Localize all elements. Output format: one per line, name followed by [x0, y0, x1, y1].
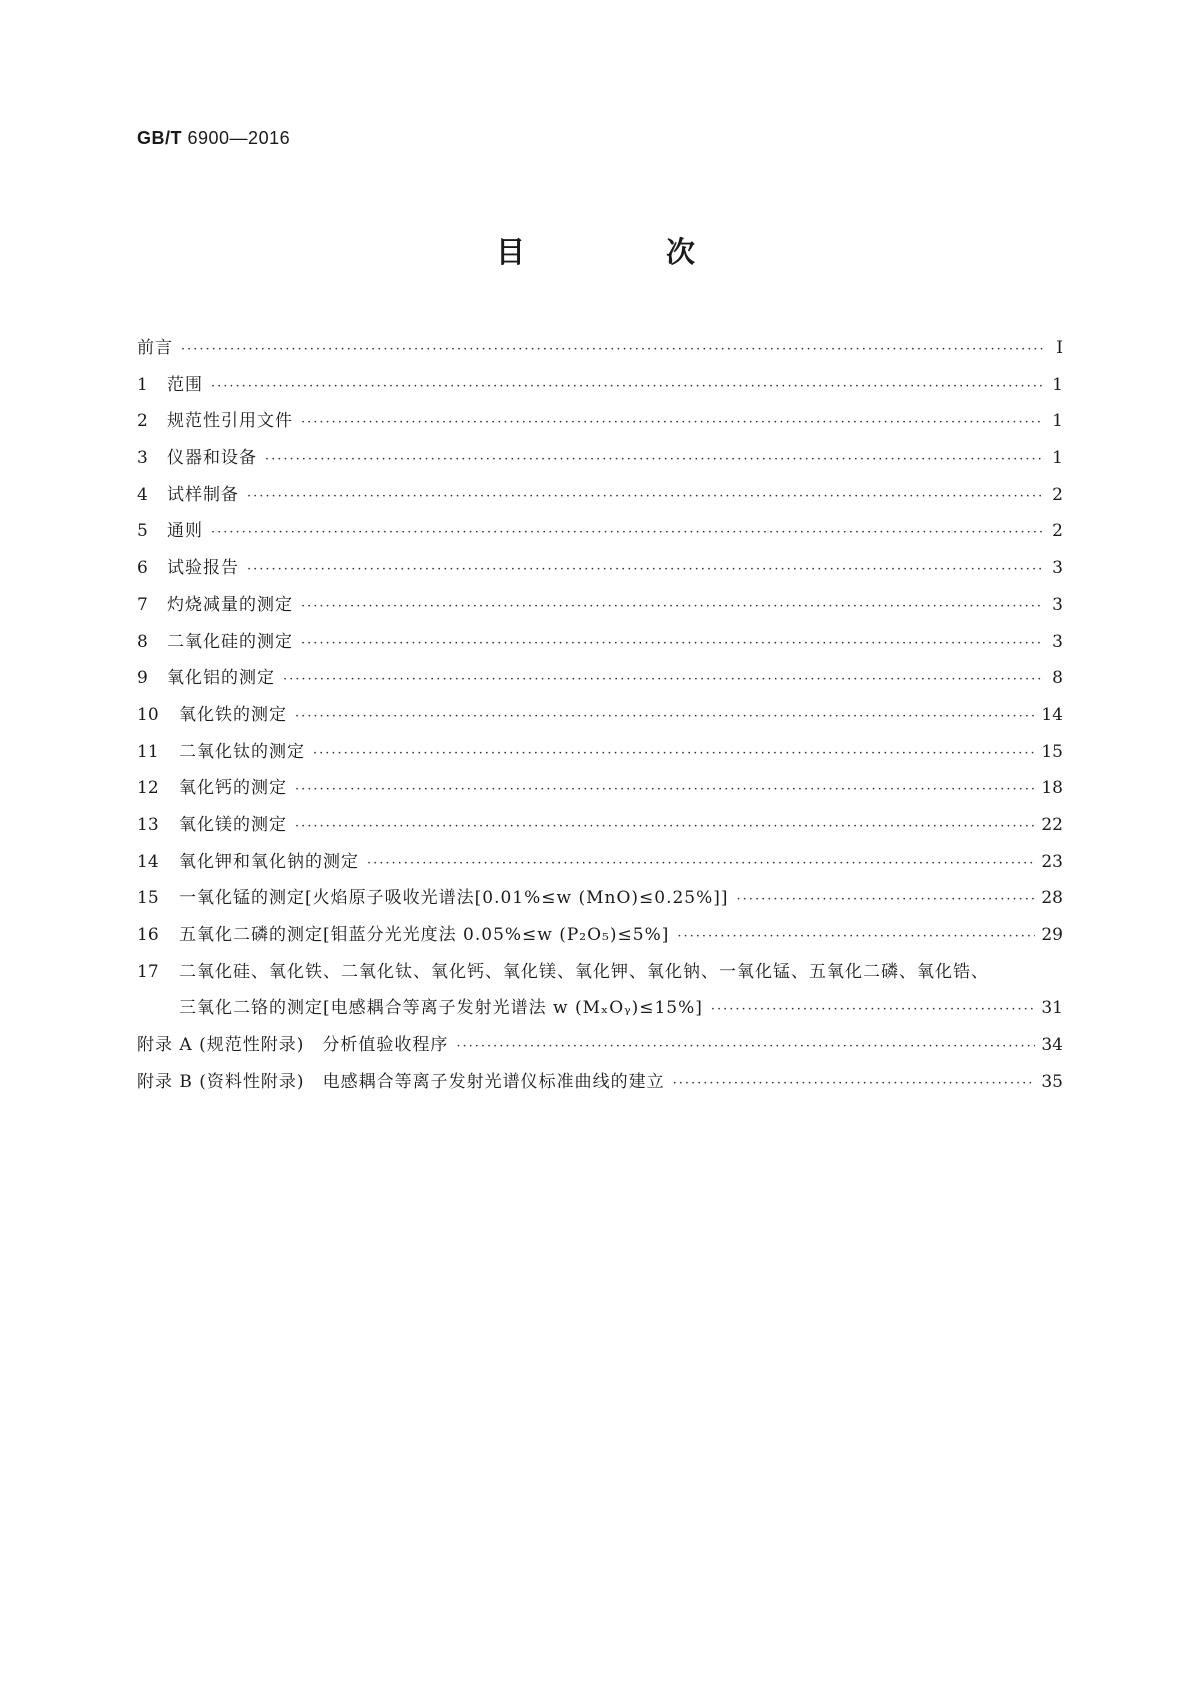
toc-entry[interactable] — [137, 477, 1063, 514]
toc-entry-title: 二氧化钛的测定 — [179, 741, 305, 762]
toc-entry[interactable] — [137, 1064, 1063, 1101]
toc-page-number: 3 — [1052, 594, 1063, 615]
toc-section-number: 5 — [137, 521, 148, 542]
toc-section-number: 12 — [137, 778, 159, 799]
toc-section-number: 16 — [137, 925, 159, 945]
toc-entry-title: 五氧化二磷的测定[钼蓝分光光度法 0.05%≤w (P₂O₅)≤5%] — [179, 925, 670, 945]
toc-section-number: 11 — [137, 741, 159, 762]
toc-dot-leader — [456, 1029, 1035, 1066]
toc-page-number: 1 — [1052, 411, 1063, 432]
toc-entry-title: 试样制备 — [167, 484, 239, 505]
toc-entry[interactable] — [137, 1027, 1063, 1064]
toc-entry-title: 规范性引用文件 — [167, 411, 293, 432]
toc-section-number: 4 — [137, 484, 148, 505]
toc-page-number: 2 — [1052, 521, 1063, 542]
toc-entry[interactable] — [137, 990, 1063, 1027]
toc-section-number: 13 — [137, 814, 159, 835]
toc-title: 目 次 — [495, 235, 751, 269]
toc-section-number: 2 — [137, 411, 148, 432]
toc-dot-leader — [367, 846, 1035, 883]
toc-section-number: 7 — [137, 594, 148, 615]
toc-dot-leader — [211, 515, 1043, 552]
toc-entry-title: 试验报告 — [167, 558, 239, 579]
toc-dot-leader — [211, 369, 1043, 406]
toc-entry[interactable] — [137, 440, 1063, 477]
toc-dot-leader — [295, 699, 1035, 736]
toc-entry[interactable] — [137, 403, 1063, 440]
toc-section-number: 6 — [137, 558, 148, 579]
toc-entry-title: 二氧化硅、氧化铁、二氧化钛、氧化钙、氧化镁、氧化钾、氧化钠、一氧化锰、五氧化二磷、氧化锆、 — [179, 961, 989, 982]
toc-entry-title: 氧化铝的测定 — [167, 668, 275, 689]
toc-section-number: 8 — [137, 631, 148, 652]
toc-dot-leader — [295, 772, 1035, 809]
toc-entry[interactable] — [137, 734, 1063, 771]
toc-entry[interactable] — [137, 917, 1063, 954]
standard-code — [137, 128, 290, 149]
toc-page-number: 1 — [1052, 374, 1063, 395]
toc-dot-leader — [301, 589, 1043, 626]
toc-entry-title: 氧化钾和氧化钠的测定 — [179, 851, 359, 872]
toc-section-number: 1 — [137, 374, 148, 395]
toc-dot-leader — [265, 442, 1043, 479]
toc-page-number: 35 — [1041, 1071, 1063, 1092]
toc-entry-title: 通则 — [167, 521, 203, 542]
toc-entry[interactable] — [137, 880, 1063, 917]
toc-entry[interactable] — [137, 844, 1063, 881]
toc-page-number: 3 — [1052, 631, 1063, 652]
toc-dot-leader — [295, 809, 1035, 846]
toc-entry[interactable] — [137, 807, 1063, 844]
toc-page-number: 14 — [1041, 704, 1063, 725]
toc-entry-title: 氧化铁的测定 — [179, 704, 287, 725]
toc-entry[interactable] — [137, 330, 1063, 367]
standard-code-number: 6900—2016 — [187, 128, 291, 148]
toc-page-number: 3 — [1052, 558, 1063, 579]
toc-page-number: 29 — [1041, 925, 1063, 945]
toc-section-number: 14 — [137, 851, 159, 872]
toc-entry-title: 前言 — [137, 338, 173, 358]
toc-section-number: 17 — [137, 961, 159, 982]
toc-dot-leader — [283, 662, 1043, 699]
toc-entry[interactable] — [137, 770, 1063, 807]
toc-entry[interactable] — [137, 624, 1063, 661]
toc-dot-leader — [301, 626, 1043, 663]
toc-page-number: 8 — [1052, 668, 1063, 689]
toc-section-number: 9 — [137, 668, 148, 689]
toc-entry-title: 二氧化硅的测定 — [167, 631, 293, 652]
toc-entry-title: 附录 B (资料性附录) 电感耦合等离子发射光谱仪标准曲线的建立 — [137, 1071, 665, 1092]
toc-dot-leader — [313, 736, 1035, 773]
toc-dot-leader — [247, 479, 1043, 516]
standard-code-prefix: GB/T — [137, 128, 182, 148]
toc-entry[interactable] — [137, 954, 1063, 991]
toc-dot-leader — [737, 882, 1036, 919]
toc-dot-leader — [711, 992, 1035, 1029]
toc-entry-title: 范围 — [167, 374, 203, 395]
toc-section-number: 15 — [137, 888, 159, 909]
toc-entry[interactable] — [137, 697, 1063, 734]
toc-page-number: 34 — [1041, 1035, 1063, 1056]
toc-page-number: 1 — [1052, 448, 1063, 469]
toc-section-number: 3 — [137, 448, 148, 469]
toc-page-number: 15 — [1041, 741, 1063, 762]
toc-entry-title: 三氧化二铬的测定[电感耦合等离子发射光谱法 w (MₓOᵧ)≤15%] — [179, 998, 703, 1019]
toc-entry-title: 氧化镁的测定 — [179, 814, 287, 835]
table-of-contents — [137, 330, 1063, 1100]
toc-page-number: 18 — [1041, 778, 1063, 799]
toc-entry-title: 仪器和设备 — [167, 448, 257, 469]
toc-entry-title: 氧化钙的测定 — [179, 778, 287, 799]
toc-page-number: 28 — [1041, 888, 1063, 909]
toc-page-number: Ⅰ — [1056, 338, 1063, 358]
toc-section-number: 10 — [137, 704, 159, 725]
toc-page-number: 22 — [1041, 814, 1063, 835]
toc-entry[interactable] — [137, 513, 1063, 550]
toc-entry[interactable] — [137, 587, 1063, 624]
toc-entry-title: 灼烧减量的测定 — [167, 594, 293, 615]
toc-dot-leader — [677, 919, 1035, 956]
toc-entry[interactable] — [137, 550, 1063, 587]
toc-page-number: 23 — [1041, 851, 1063, 872]
toc-page-number: 2 — [1052, 484, 1063, 505]
toc-entry[interactable] — [137, 367, 1063, 404]
toc-dot-leader — [301, 405, 1043, 442]
toc-entry-title: 附录 A (规范性附录) 分析值验收程序 — [137, 1035, 449, 1056]
toc-page-number: 31 — [1041, 998, 1063, 1019]
toc-entry-title: 一氧化锰的测定[火焰原子吸收光谱法[0.01%≤w (MnO)≤0.25%]] — [179, 888, 729, 909]
toc-dot-leader — [181, 332, 1043, 369]
toc-entry[interactable] — [137, 660, 1063, 697]
toc-dot-leader — [673, 1066, 1036, 1103]
toc-dot-leader — [247, 552, 1043, 589]
